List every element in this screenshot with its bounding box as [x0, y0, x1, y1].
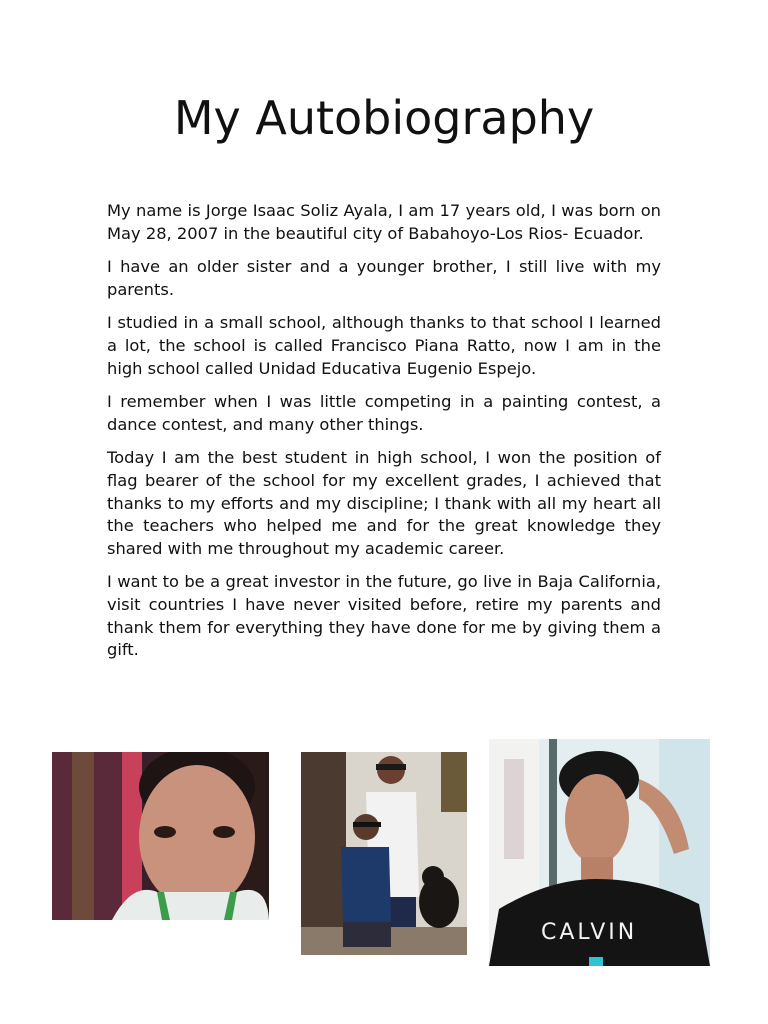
paragraph-achievements: Today I am the best student in high school, I won the position of flag bearer of the school for my excellent grades, I achieved that thanks to my efforts and my discipline; I thank with all my heart all the teachers who helped me and for the great knowledge they shared with me throughout my academic career. — [107, 448, 661, 558]
page-title: My Autobiography — [173, 91, 595, 145]
photo-teen-portrait — [489, 739, 710, 966]
shirt-logo-text: CALVIN — [541, 920, 638, 945]
paragraph-family: I have an older sister and a younger brother, I still live with my parents. — [107, 257, 661, 299]
photo-boys-with-dog — [301, 752, 467, 955]
photo-child-portrait — [52, 752, 269, 920]
paragraph-school: I studied in a small school, although thanks to that school I learned a lot, the school is called Francisco Piana Ratto, now I am in the high school called Unidad Educativa Eugenio Espejo. — [107, 313, 661, 378]
paragraph-childhood: I remember when I was little competing in a painting contest, a dance contest, and many other things. — [107, 392, 661, 434]
paragraph-intro: My name is Jorge Isaac Soliz Ayala, I am 17 years old, I was born on May 28, 2007 in the beautiful city of Babahoyo-Los Rios- Ecuador. — [107, 201, 661, 243]
body-text — [107, 200, 661, 673]
paragraph-future: I want to be a great investor in the future, go live in Baja California, visit countries I have never visited before, retire my parents and thank them for everything they have done for me by giving them a gift. — [107, 572, 661, 660]
